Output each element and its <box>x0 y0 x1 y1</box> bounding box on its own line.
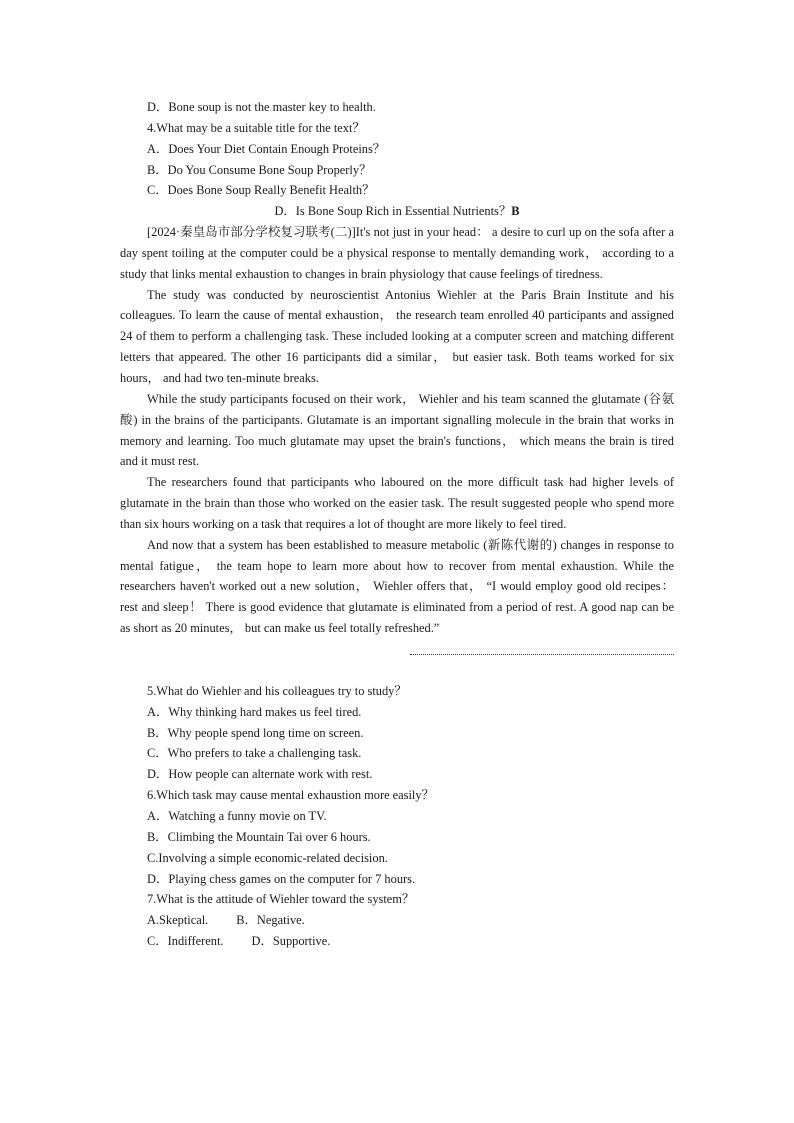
dotted-divider <box>410 654 674 655</box>
q4-stem: 4.What may be a suitable title for the text？ <box>147 120 365 135</box>
q7-option-b: B．Negative. <box>236 913 305 928</box>
q6-stem: 6.Which task may cause mental exhaustion more easily？ <box>147 788 434 803</box>
q6-option-d: D．Playing chess games on the computer for 7 hours. <box>147 871 416 886</box>
q5-option-b: B．Why people spend long time on screen. <box>147 725 364 740</box>
q7-option-a: A.Skeptical. <box>147 913 209 928</box>
passage-paragraph-1: [2024·秦皇岛市部分学校复习联考(二)]It's not just in your head： a desire to curl up on the sofa after a day spent toiling at the computer could be a physical response to mentally demanding work， according to a study that links mental exhaustion to changes in brain physiology that cause feelings of tiredness. <box>120 225 674 281</box>
document-body <box>120 97 674 952</box>
q4-option-d-line <box>120 201 674 222</box>
q4-answer: B <box>511 204 520 219</box>
q4-option-c: C．Does Bone Soup Really Benefit Health？ <box>147 183 375 198</box>
q4-option-b: B．Do You Consume Bone Soup Properly？ <box>147 162 372 177</box>
q5-option-a: A．Why thinking hard makes us feel tired. <box>147 704 362 719</box>
q6-option-a: A．Watching a funny movie on TV. <box>147 809 327 823</box>
q7-option-c: C．Indifferent. <box>147 934 224 949</box>
passage-paragraph-5: And now that a system has been established to measure metabolic (新陈代谢的) changes in response to mental fatigue， the team hope to learn more about how to recover from mental exhaustion. While the researchers haven't worked out a new solution， Wiehler offers that， “I would employ good old recipes： rest and sleep！ There is good evidence that glutamate is eliminated from a period of rest. A good nap can be as short as 20 minutes， but can make us feel totally refreshed.” <box>120 537 674 636</box>
q6-option-c: C.Involving a simple economic-related decision. <box>147 850 388 865</box>
q4-option-a: A．Does Your Diet Contain Enough Proteins？ <box>147 141 386 156</box>
q7-stem: 7.What is the attitude of Wiehler toward the system？ <box>147 892 415 907</box>
passage-paragraph-3: While the study participants focused on their work， Wiehler and his team scanned the glutamate (谷氨酸) in the brains of the participants. Glutamate is an important signalling molecule in the brain that works in memory and learning. Too much glutamate may upset the brain's functions， which means the brain is tired and it must rest. <box>120 391 674 469</box>
q4-option-d: D．Is Bone Soup Rich in Essential Nutrients？ <box>274 204 512 219</box>
q5-option-c: C．Who prefers to take a challenging task. <box>147 746 362 761</box>
q7-option-d: D．Supportive. <box>251 934 331 949</box>
q7-options-ab <box>120 910 674 931</box>
q7-options-cd <box>120 931 674 952</box>
q5-option-d: D．How people can alternate work with rest. <box>147 767 373 782</box>
q5-stem: 5.What do Wiehler and his colleagues try to study？ <box>147 683 407 698</box>
prev-option-d: D．Bone soup is not the master key to health. <box>147 100 376 114</box>
passage-paragraph-4: The researchers found that participants who laboured on the more difficult task had higher levels of glutamate in the brain than those who worked on the easier task. The result suggested people who spend more than six hours working on a task that requires a lot of thought are more likely to feel tired. <box>120 475 674 531</box>
q6-option-b: B．Climbing the Mountain Tai over 6 hours. <box>147 829 371 844</box>
passage-paragraph-2: The study was conducted by neuroscientist Antonius Wiehler at the Paris Brain Institute and his colleagues. To learn the cause of mental exhaustion， the research team enrolled 40 participants and assigned 24 of them to perform a challenging task. These included looking at a computer screen and matching different letters that appeared. The other 16 participants did a similar， but easier task. Both teams worked for six hours， and had two ten-minute breaks. <box>120 287 674 385</box>
